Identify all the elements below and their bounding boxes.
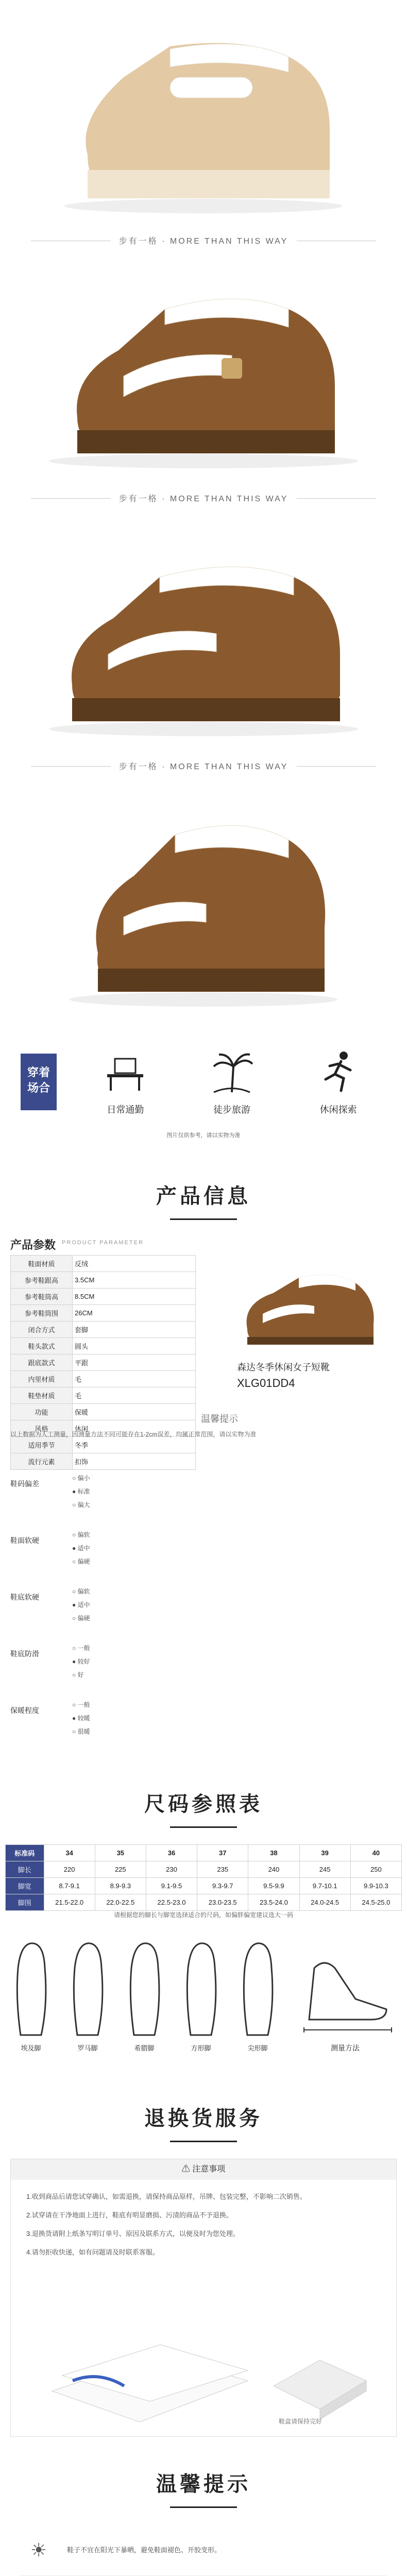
product-name: 森达冬季休闲女子短靴 [237,1362,330,1372]
product-params [0,1236,407,1466]
product-features [0,1463,407,1767]
foot-measure-icon [294,1937,397,2040]
foot-outline-icon [64,1937,111,2040]
rating-dot-icon: ● [72,1545,78,1552]
size-header-cell: 37 [197,1845,248,1861]
size-header-cell: 标准码 [6,1845,44,1861]
rating-option [72,1657,90,1666]
foot-type [175,1937,227,2053]
param-row [11,1321,196,1338]
rating-option-text: 好 [77,1671,84,1679]
warm-tips-list [0,2524,407,2576]
rating-label: 鞋面软硬 [10,1536,39,1545]
foot-type-label: 方形脚 [191,2044,211,2052]
param-value: 套脚 [73,1321,196,1338]
divider-text: 步有一格 · MORE THAN THIS WAY [111,492,297,504]
rating-dot-icon: ○ [72,1615,78,1622]
param-key: 功能 [11,1404,73,1420]
return-paragraph: 2.试穿请在干净地面上进行，鞋底有明显磨损、污渍的商品不予退换。 [26,2211,233,2219]
divider-text: 步有一格 · MORE THAN THIS WAY [111,760,297,772]
return-notice [0,2159,407,2447]
product-info-title-block [0,1180,407,1220]
size-cell: 245 [299,1861,350,1878]
shoe-image-brown-side [0,515,407,742]
shoe-photo-3 [0,515,407,742]
return-paragraph: 4.请勿拒收快递，如有问题请及时联系客服。 [26,2248,159,2256]
rating-label: 鞋码偏差 [10,1480,39,1488]
scene-label: 日常通勤 [107,1105,144,1115]
rating-option-text: 偏硬 [77,1558,90,1565]
param-key: 鞋面材质 [11,1256,73,1272]
rating-label: 鞋底软硬 [10,1593,39,1601]
param-value: 平跟 [73,1354,196,1371]
size-header-cell: 34 [44,1845,95,1861]
param-value: 毛 [73,1371,196,1387]
size-cell: 9.3-9.7 [197,1878,248,1894]
size-header-cell: 39 [299,1845,350,1861]
size-note: 请根据您的脚长与脚宽选择适合的尺码，如偏胖偏宽建议选大一码 [113,1911,293,1919]
size-row [6,1878,402,1894]
rating-option-text: 一般 [77,1701,90,1708]
param-value: 保暖 [73,1404,196,1420]
rating-option [72,1487,90,1496]
rating-option-text: 较暖 [77,1715,90,1722]
size-cell: 9.1-9.5 [146,1878,197,1894]
size-table [5,1844,402,1911]
param-value: 3.5CM [73,1272,196,1289]
wearing-scenes [0,1038,407,1151]
param-key: 参考鞋跟高 [11,1272,73,1289]
param-key: 闭合方式 [11,1321,73,1338]
param-key: 鞋头款式 [11,1338,73,1354]
measure-label: 测量方法 [331,2044,360,2052]
size-row [6,1861,402,1878]
warm-tips-title: 温馨提示 [156,2473,251,2496]
sun-icon: ☀ [30,2539,47,2561]
foot-outline-icon [8,1937,54,2040]
rating-option-text: 较好 [77,1658,90,1665]
size-cell: 脚围 [6,1894,44,1911]
size-chart-title: 尺码参照表 [144,1793,263,1816]
size-cell: 24.5-25.0 [350,1894,401,1911]
size-cell: 24.0-24.5 [299,1894,350,1911]
param-key: 内里材质 [11,1371,73,1387]
foot-outline-icon [121,1937,167,2040]
rating-dot-icon: ○ [72,1558,78,1565]
size-header-cell: 40 [350,1845,401,1861]
size-cell: 22.5-23.0 [146,1894,197,1911]
rating-dot-icon: ○ [72,1588,78,1595]
product-code: XLG01DD4 [237,1377,295,1389]
param-row [11,1256,196,1272]
title-underline [170,1218,237,1220]
param-value: 休闲 [73,1420,196,1437]
rating-dot-icon: ○ [72,1728,78,1735]
rating-row [10,1587,397,1633]
param-value: 8.5CM [73,1289,196,1305]
size-cell: 225 [95,1861,146,1878]
param-key: 流行元素 [11,1453,73,1470]
foot-outline-icon [178,1937,224,2040]
rating-option [72,1587,90,1596]
running-person-icon [315,1048,362,1095]
box-label-note: 鞋盒请保持完好 [279,2418,323,2425]
rating-option [72,1714,90,1722]
rating-dot-icon: ○ [72,1501,78,1509]
params-heading: 产品参数 [10,1239,56,1251]
rating-dot-icon: ● [72,1658,78,1665]
param-key: 适用季节 [11,1437,73,1453]
size-cell: 8.7-9.1 [44,1878,95,1894]
foot-outline-icon [234,1937,281,2040]
scene-badge-line1: 穿着 [27,1066,50,1079]
rating-option-text: 适中 [77,1601,90,1608]
size-header-cell: 36 [146,1845,197,1861]
shoe-image-brown-angle [0,783,407,1010]
size-cell: 220 [44,1861,95,1878]
rating-dot-icon: ● [72,1715,78,1722]
rating-dot-icon: ○ [72,1475,78,1482]
shoe-box-image [31,2324,382,2427]
rating-option-text: 标准 [77,1488,90,1495]
rating-option [72,1600,90,1609]
rating-option-text: 偏软 [77,1531,90,1538]
palm-tree-icon [209,1048,255,1095]
rating-option-text: 偏小 [77,1475,90,1482]
rating-dot-icon: ○ [72,1645,78,1652]
param-row [11,1338,196,1354]
param-value: 毛 [73,1387,196,1404]
rating-option [72,1500,90,1509]
scene-badge [21,1054,57,1110]
param-key: 参考鞋筒高 [11,1289,73,1305]
rating-option-text: 适中 [77,1545,90,1552]
foot-type-label: 罗马脚 [77,2044,98,2052]
rating-label: 保暖程度 [10,1706,39,1715]
desk-icon [102,1048,148,1095]
shoe-photo-4 [0,783,407,1010]
rating-dot-icon: ○ [72,1531,78,1538]
foot-type-label: 埃及脚 [21,2044,41,2052]
param-row [11,1289,196,1305]
size-cell: 230 [146,1861,197,1878]
rating-option [72,1473,90,1482]
rating-option-text: 偏软 [77,1588,90,1595]
title-underline [170,2141,237,2142]
rating-option-text: 一般 [77,1645,90,1652]
size-chart-title-block [0,1788,407,1828]
param-key: 鞋垫材质 [11,1387,73,1404]
title-underline [170,1826,237,1828]
rating-label: 鞋底防滑 [10,1650,39,1658]
return-paragraph: 1.收到商品后请您试穿确认，如需退换，请保持商品原样，吊牌、包装完整，不影响二次销售。 [26,2193,307,2200]
rating-dot-icon: ● [72,1601,78,1608]
alert-icon: ⚠ [181,2165,190,2174]
rating-option [72,1643,90,1652]
shoe-photo-1 [0,0,407,216]
rating-option [72,1670,84,1679]
product-info-title: 产品信息 [156,1185,251,1208]
size-cell: 9.5-9.9 [248,1878,299,1894]
size-cell: 22.0-22.5 [95,1894,146,1911]
param-key: 跟底款式 [11,1354,73,1371]
param-row [11,1371,196,1387]
param-row [11,1305,196,1321]
rating-row [10,1643,397,1690]
param-row [11,1404,196,1420]
size-row [6,1894,402,1911]
foot-type [118,1937,170,2053]
param-key: 风格 [11,1420,73,1437]
scene-label: 徒步旅游 [213,1105,250,1115]
foot-type [62,1937,113,2053]
size-header-cell: 35 [95,1845,146,1861]
warm-tips-text: 以上数据为人工测量，因测量方法不同可能存在1-2cm误差，均属正常范围，请以实物为准 [10,1431,257,1438]
rating-option [72,1614,90,1622]
return-title: 退换货服务 [144,2107,263,2130]
size-cell: 9.9-10.3 [350,1878,401,1894]
size-header-cell: 38 [248,1845,299,1861]
warm-tip-text: 鞋子不宜在阳光下暴晒，避免鞋面褪色、开胶变形。 [67,2546,222,2554]
param-key: 参考鞋筒围 [11,1305,73,1321]
size-cell: 235 [197,1861,248,1878]
size-table-section [0,1844,407,1927]
rating-option [72,1557,90,1566]
size-cell: 9.7-10.1 [299,1878,350,1894]
param-value: 反绒 [73,1256,196,1272]
rating-row [10,1700,397,1747]
scene-note: 图片仅供参考，请以实物为准 [166,1132,241,1139]
rating-option-text: 偏硬 [77,1615,90,1622]
param-row [11,1437,196,1453]
rating-dot-icon: ○ [72,1671,78,1679]
size-cell: 脚宽 [6,1878,44,1894]
size-cell: 240 [248,1861,299,1878]
rating-option [72,1530,90,1539]
warm-tips-title-block [0,2468,407,2508]
shoe-image-brown [0,258,407,474]
rating-dot-icon: ● [72,1488,78,1495]
divider-text: 步有一格 · MORE THAN THIS WAY [111,234,297,246]
foot-types [0,1937,407,2092]
product-thumbnail [227,1262,386,1350]
size-cell: 21.5-22.0 [44,1894,95,1911]
foot-type-label: 尖形脚 [247,2044,268,2052]
size-cell: 23.5-24.0 [248,1894,299,1911]
rating-row [10,1530,397,1577]
scene-label: 休闲探索 [319,1105,357,1115]
param-row [11,1387,196,1404]
rating-option [72,1544,90,1552]
size-cell: 250 [350,1861,401,1878]
param-row [11,1272,196,1289]
notice-header-text: 注意事项 [192,2165,226,2174]
foot-type [232,1937,283,2053]
size-cell: 23.0-23.5 [197,1894,248,1911]
shoe-photo-2 [0,258,407,474]
rating-row [10,1473,397,1520]
return-title-block [0,2102,407,2142]
param-value: 冬季 [73,1437,196,1453]
foot-type [5,1937,57,2053]
size-cell: 脚长 [6,1861,44,1878]
param-value: 扣饰 [73,1453,196,1470]
shoe-image-beige [0,0,407,216]
rating-option-text: 偏大 [77,1501,90,1509]
rating-option [72,1700,90,1709]
rating-option-text: 很暖 [77,1728,90,1735]
warm-tips-label: 温馨提示 [201,1414,238,1424]
param-value: 圆头 [73,1338,196,1354]
notice-header [11,2159,396,2180]
rating-option [72,1727,90,1736]
rating-dot-icon: ○ [72,1701,78,1708]
scene-badge-line2: 场合 [27,1081,50,1094]
param-value: 26CM [73,1305,196,1321]
foot-type-label: 希腊脚 [134,2044,155,2052]
warm-tip-item [21,2524,386,2576]
param-row [11,1354,196,1371]
params-en: PRODUCT PARAMETER [62,1240,144,1246]
title-underline [170,2506,237,2508]
size-cell: 8.9-9.3 [95,1878,146,1894]
return-paragraph: 3.退换货请附上纸条写明订单号、原因及联系方式，以便及时为您处理。 [26,2230,240,2238]
